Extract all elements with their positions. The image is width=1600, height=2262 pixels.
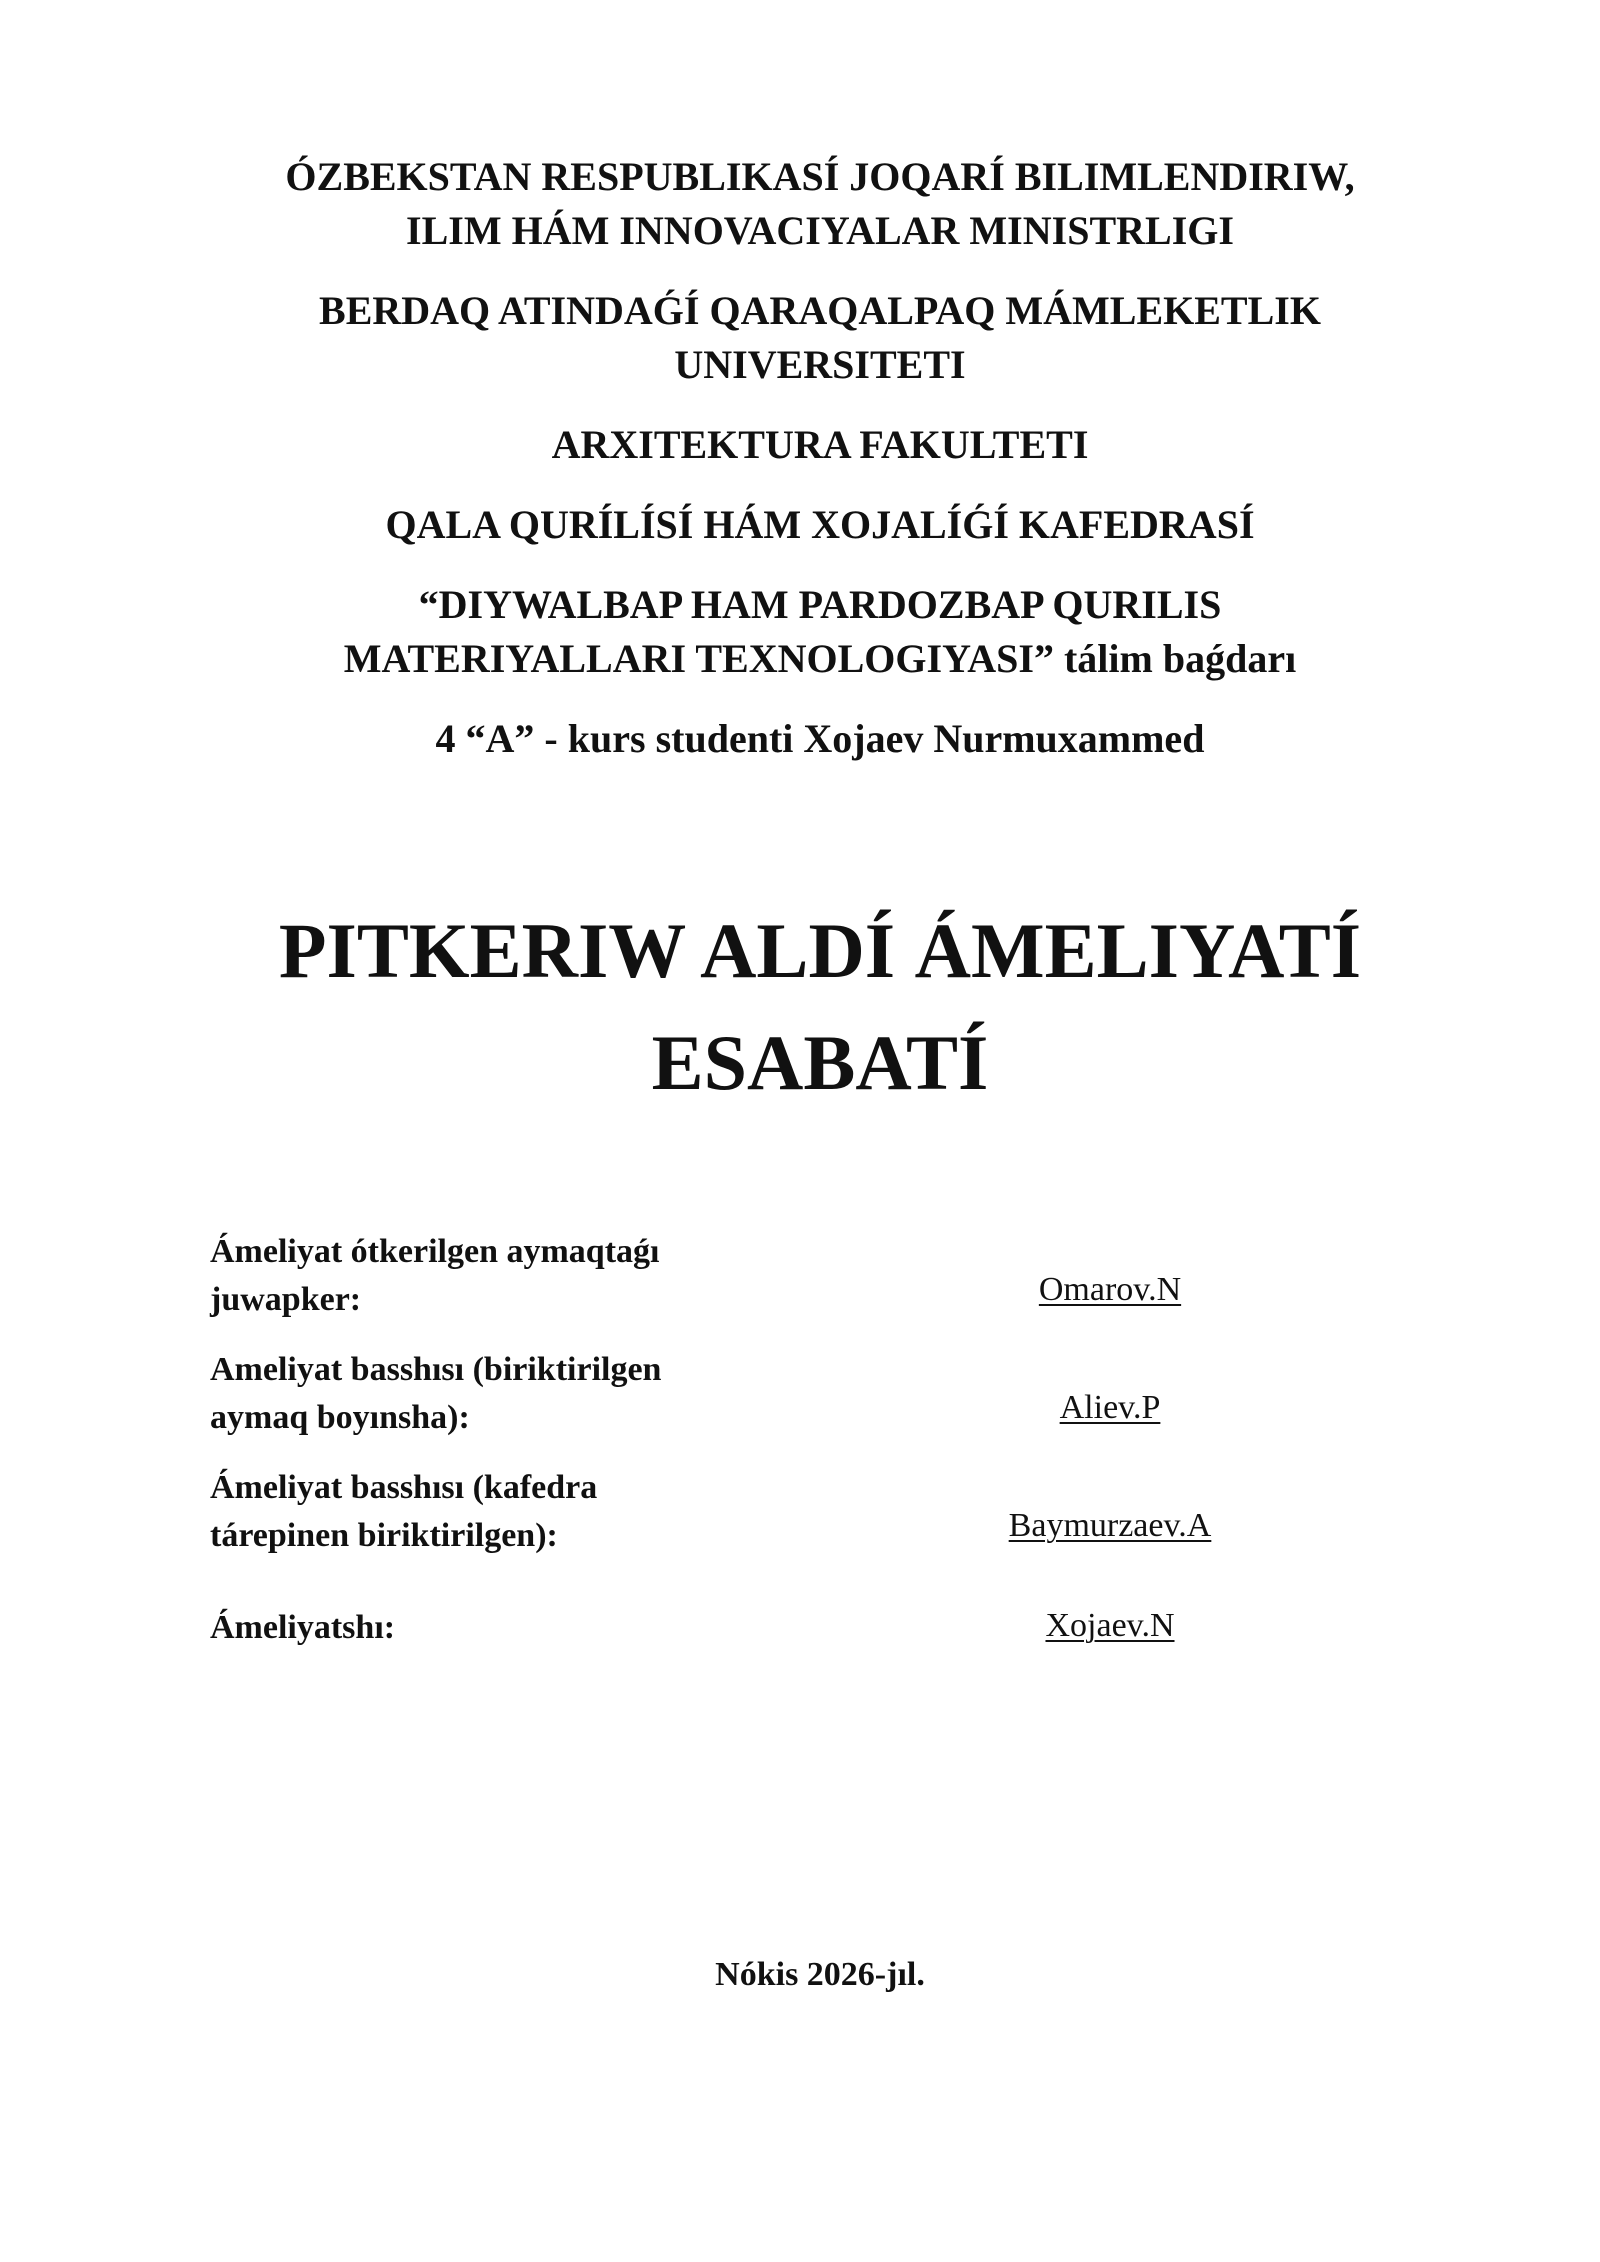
role-label: Ameliyat basshısı (biriktirilgen aymaq boyınsha): [210,1351,662,1436]
role-label: Ámeliyatshı: [210,1609,396,1646]
faculty-name: ARXITEKTURA FAKULTETI [551,422,1089,467]
role-row [210,1464,1440,1582]
role-label: Ámeliyat ótkerilgen aymaqtaǵı juwapker: [210,1233,660,1318]
roles-list [210,1228,1440,1722]
role-person-name: Baymurzaev.A [1008,1507,1212,1544]
university-name: BERDAQ ATINDAǴÍ QARAQALPAQ MÁMLEKETLIK UNIVERSITETI [319,288,1321,387]
role-person-name: Xojaev.N [1045,1607,1175,1644]
program-name: “DIYWALBAP HAM PARDOZBAP QURILIS MATERIYALLARI TEXNOLOGIYASI” tálim baǵdarı [343,582,1297,681]
role-row [210,1228,1440,1346]
student-line: 4 “A” - kurs studenti Xojaev Nurmuxammed [435,716,1205,761]
header-block [200,150,1440,792]
role-person-name: Omarov.N [1038,1271,1182,1308]
role-label: Ámeliyat basshısı (kafedra tárepinen biriktirilgen): [210,1469,598,1554]
role-row [210,1346,1440,1464]
document-title: PITKERIW ALDÍ ÁMELIYATÍ ESABATÍ [278,907,1362,1106]
ministry-name: ÓZBEKSTAN RESPUBLIKASÍ JOQARÍ BILIMLENDIRIW, ILIM HÁM INNOVACIYALAR MINISTRLIGI [285,154,1355,253]
role-person-name: Aliev.P [1059,1389,1161,1426]
role-row [210,1604,1440,1722]
footer-place-year: Nókis 2026-jıl. [715,1956,925,1993]
department-name: QALA QURÍLÍSÍ HÁM XOJALÍǴÍ KAFEDRASÍ [385,502,1255,547]
